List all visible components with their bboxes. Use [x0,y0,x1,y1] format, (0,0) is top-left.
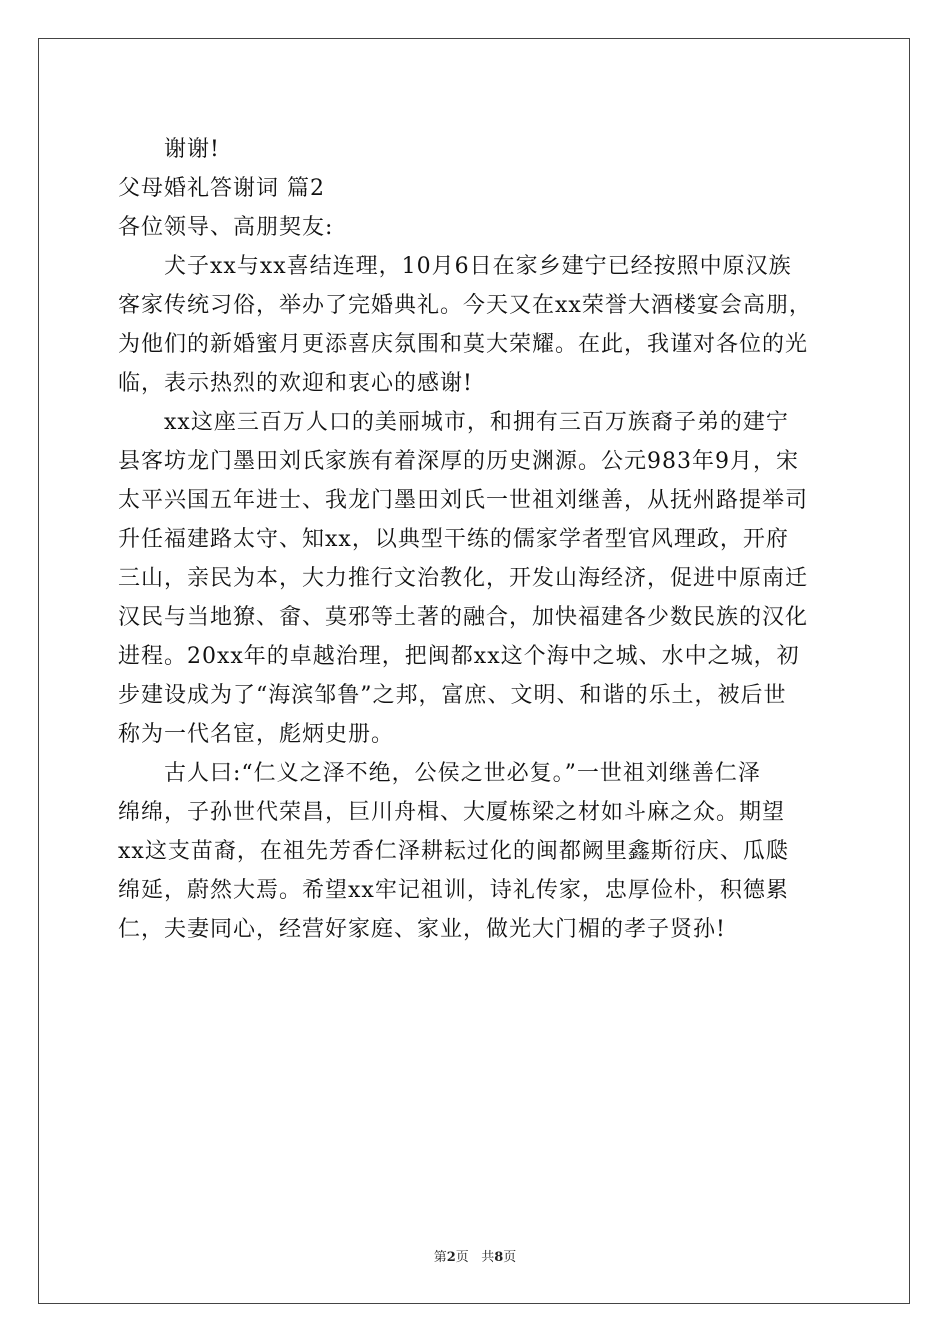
current-page-number: 2 [446,1250,456,1265]
text-line: xx这支苗裔，在祖先芳香仁泽耕耘过化的闽都阙里鑫斯衍庆、瓜瓞 [118,839,789,864]
text-line: 古人曰:“仁义之泽不绝，公侯之世必复。”一世祖刘继善仁泽 [164,761,761,786]
section-title: 父母婚礼答谢词 篇2 [118,176,325,201]
total-page-number: 8 [494,1250,504,1265]
text-line: 称为一代名宦，彪炳史册。 [118,722,395,747]
total-suffix: 页 [503,1250,517,1265]
text-line: 县客坊龙门墨田刘氏家族有着深厚的历史渊源。公元983年9月，宋 [118,449,799,474]
text-line: 谢谢! [164,137,220,162]
text-line: 绵延，蔚然大焉。希望xx牢记祖训，诗礼传家，忠厚俭朴，积德累 [118,878,789,903]
text-line: 临，表示热烈的欢迎和衷心的感谢! [118,371,473,396]
text-line: 升任福建路太守、知xx，以典型干练的儒家学者型官风理政，开府 [118,527,789,552]
page-suffix: 页 [455,1250,469,1265]
text-line: 犬子xx与xx喜结连理，10月6日在家乡建宁已经按照中原汉族 [164,254,792,279]
text-line: 汉民与当地獠、畲、莫邪等土著的融合，加快福建各少数民族的汉化 [118,605,809,630]
text-line: 客家传统习俗，举办了完婚典礼。今天又在xx荣誉大酒楼宴会高朋， [118,293,812,318]
text-line: 绵绵，子孙世代荣昌，巨川舟楫、大厦栋梁之材如斗麻之众。期望 [118,800,786,825]
text-line: 步建设成为了“海滨邹鲁”之邦，富庶、文明、和谐的乐土，被后世 [118,683,787,708]
text-line: 仁，夫妻同心，经营好家庭、家业，做光大门楣的孝子贤孙! [118,917,726,942]
salutation: 各位领导、高朋契友: [118,215,334,240]
text-line: 太平兴国五年进士、我龙门墨田刘氏一世祖刘继善，从抚州路提举司 [118,488,809,513]
text-line: xx这座三百万人口的美丽城市，和拥有三百万族裔子弟的建宁 [164,410,789,435]
text-line: 三山，亲民为本，大力推行文治教化，开发山海经济，促进中原南迁 [118,566,809,591]
page-footer [0,1246,950,1265]
page-prefix: 第 [433,1250,447,1265]
document-body [118,130,833,949]
text-line: 进程。20xx年的卓越治理，把闽都xx这个海中之城、水中之城，初 [118,644,800,669]
text-line: 为他们的新婚蜜月更添喜庆氛围和莫大荣耀。在此，我谨对各位的光 [118,332,809,357]
total-prefix: 共 [481,1250,495,1265]
